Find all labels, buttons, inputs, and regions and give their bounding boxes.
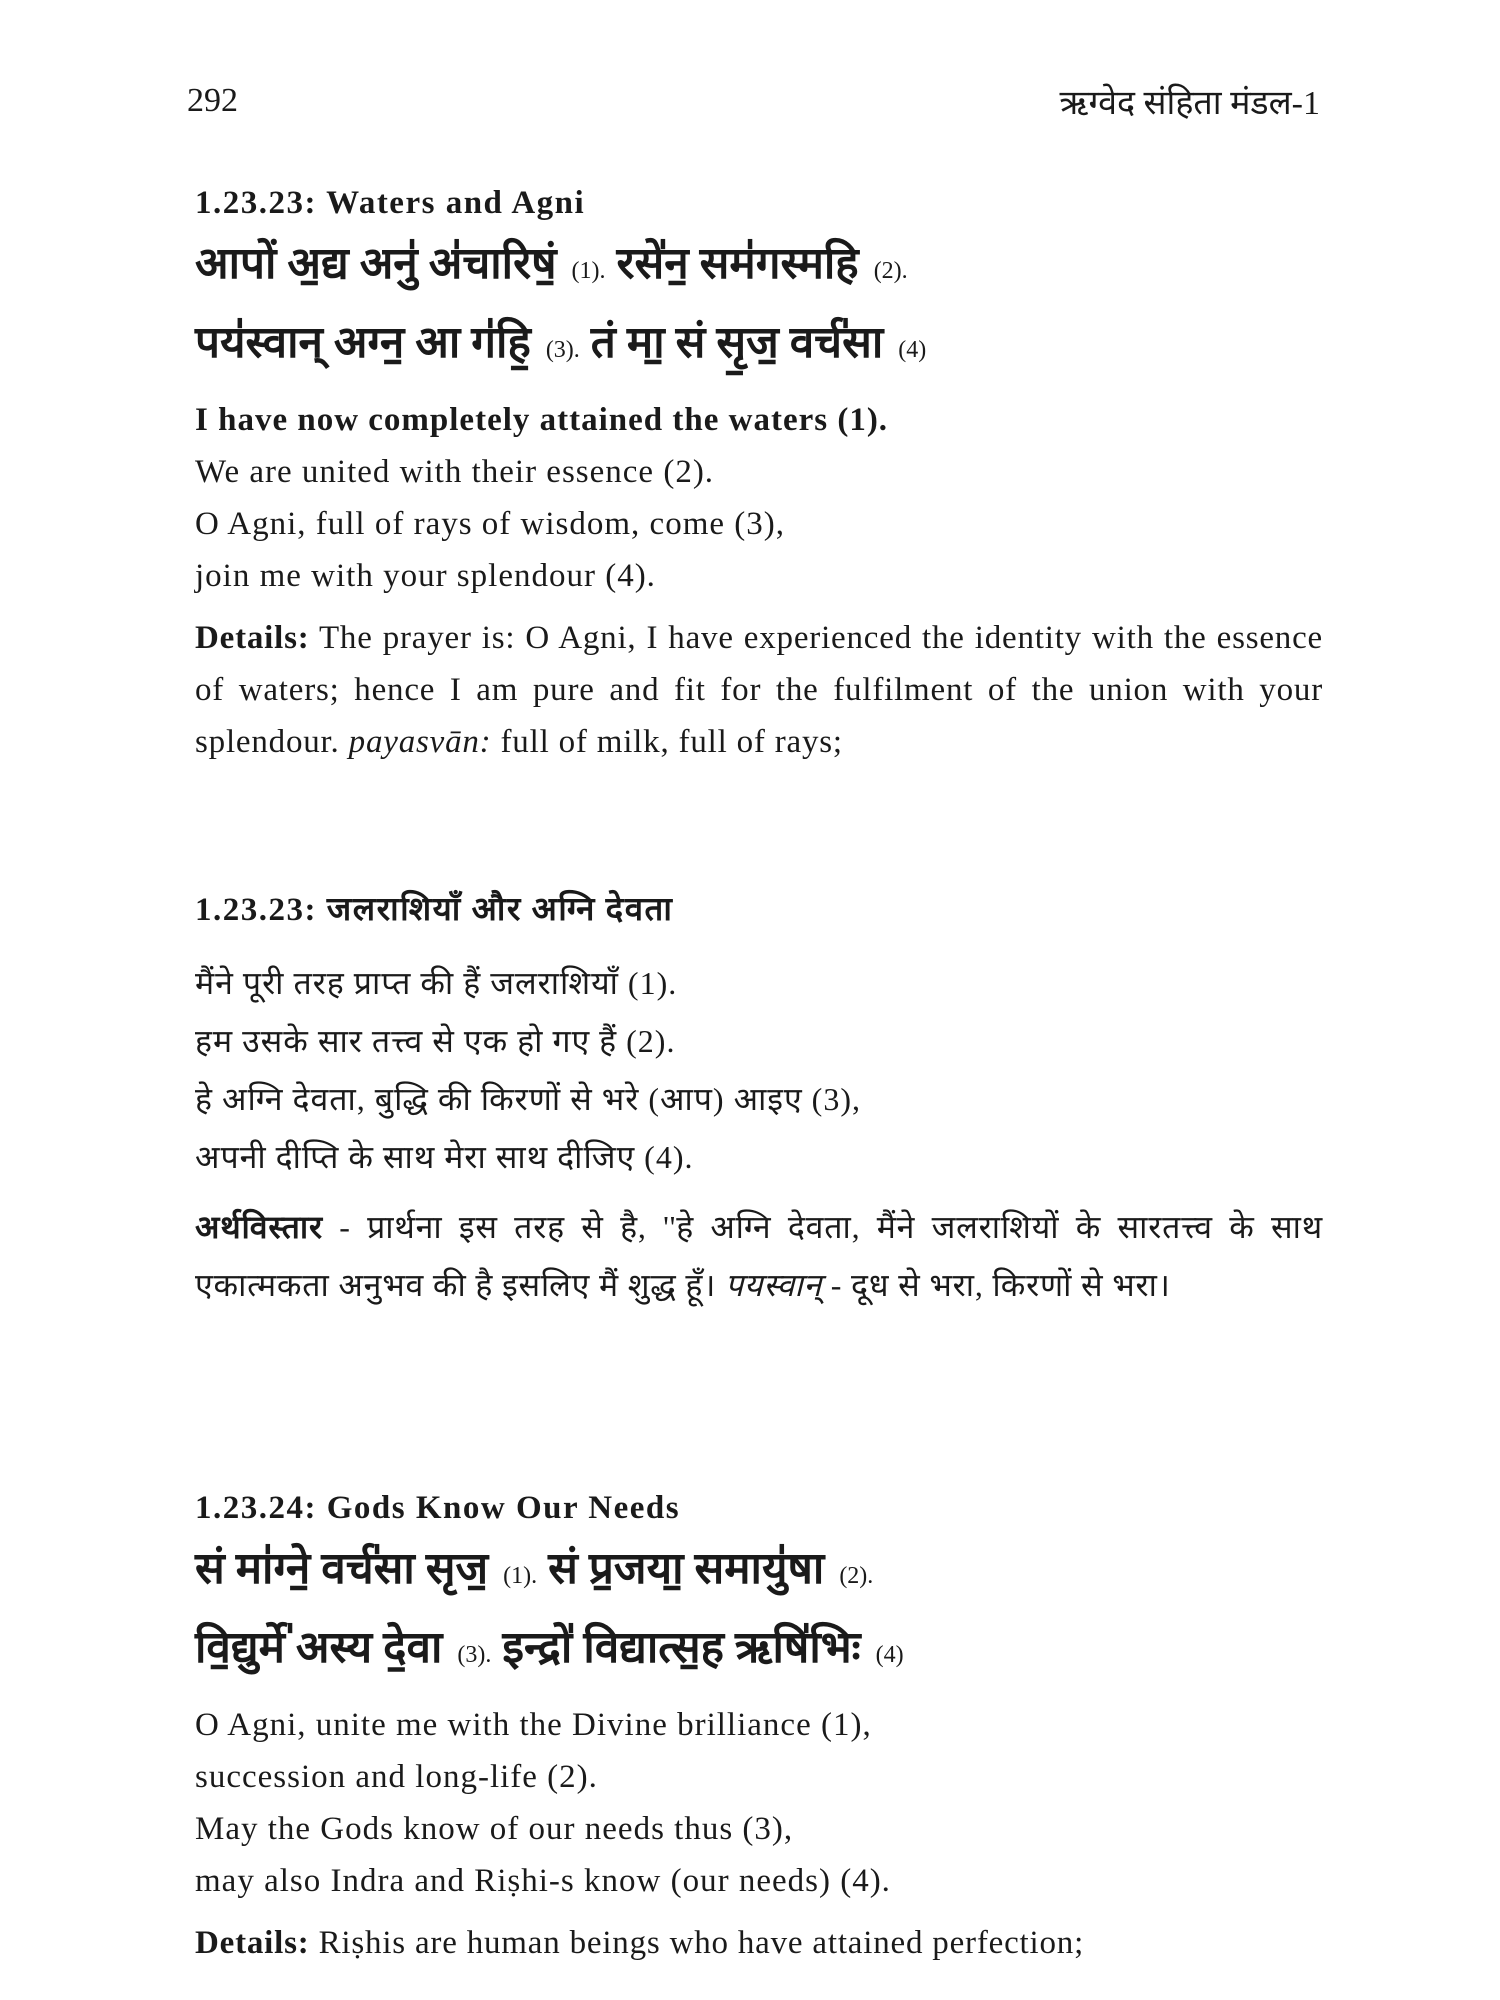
sanskrit-line-2 <box>195 1612 1323 1691</box>
hindi-line: हे अग्नि देवता, बुद्धि की किरणों से भरे (आप) आइए (3), <box>195 1081 861 1117</box>
verse-23-sanskrit <box>195 228 1323 386</box>
page-number: 292 <box>187 82 238 119</box>
translation-line: join me with your splendour (4). <box>195 558 656 594</box>
line-ref: (4) <box>898 337 927 363</box>
sanskrit-text: इन्द्रो॑ विद्यात्स॒ह ऋषि॑भिः <box>502 1623 861 1672</box>
sanskrit-text: पय॑स्वान् अग्न॒ आ ग॑हि॒ <box>195 318 531 367</box>
hindi-line: मैंने पूरी तरह प्राप्त की हैं जलराशियाँ (1). <box>195 965 678 1001</box>
verse-23-title: 1.23.23: Waters and Agni <box>195 185 586 221</box>
translation-line: may also Indra and Riṣhi-s know (our needs) (4). <box>195 1863 891 1899</box>
sanskrit-text: सं मा॑ग्ने॒ वर्च॑सा सृज॒ <box>195 1544 489 1593</box>
running-header: ऋग्वेद संहिता मंडल-1 <box>1059 85 1320 122</box>
verse-23-section <box>195 185 1323 768</box>
details-label: अर्थविस्तार <box>195 1209 323 1245</box>
verse-24-title: 1.23.24: Gods Know Our Needs <box>195 1490 681 1526</box>
verse-23-translation <box>195 394 1323 602</box>
details-text: - प्रार्थना इस तरह से है, ''हे अग्नि देवता, मैंने जलराशियों के सारतत्त्व के साथ एकात्मकता अनुभव की है इसलिए मैं शुद्ध हूँ। <box>195 1209 1323 1303</box>
sanskrit-line-1 <box>195 1533 1323 1612</box>
sanskrit-text: तं मा॒ सं सृ॒ज॒ वर्च॑सा <box>590 318 884 367</box>
sanskrit-text: रसे॑न॒ सम॑गस्महि <box>616 239 859 288</box>
line-ref: (2). <box>839 1563 874 1589</box>
details-term: पयस्वान् <box>724 1267 822 1303</box>
translation-line: succession and long-life (2). <box>195 1759 598 1795</box>
verse-24-details <box>195 1917 1323 1969</box>
verse-23-hindi-section <box>195 885 1323 1314</box>
translation-line: May the Gods know of our needs thus (3), <box>195 1811 794 1847</box>
details-label: Details: <box>195 620 310 656</box>
details-term: payasvān: <box>348 724 492 760</box>
translation-line: O Agni, unite me with the Divine brilliance (1), <box>195 1707 872 1743</box>
sanskrit-text: वि॒द्युर्मे॑ अस्य दे॒वा <box>195 1623 443 1672</box>
verse-23-details <box>195 612 1323 768</box>
verse-23-hindi-title: 1.23.23: जलराशियाँ और अग्नि देवता <box>195 892 674 928</box>
line-ref: (3). <box>457 1642 492 1668</box>
sanskrit-line-1 <box>195 228 1323 307</box>
line-ref: (3). <box>545 337 580 363</box>
details-text: The prayer is: O Agni, I have experienced the identity with the essence of waters; hence I am pure and fit for the fulfilment of the union with your splendour. <box>195 620 1323 760</box>
hindi-line: हम उसके सार तत्त्व से एक हो गए हैं (2). <box>195 1023 676 1059</box>
translation-line: We are united with their essence (2). <box>195 454 715 490</box>
line-ref: (1). <box>503 1563 538 1589</box>
translation-line: O Agni, full of rays of wisdom, come (3), <box>195 506 785 542</box>
details-label: Details: <box>195 1925 310 1961</box>
sanskrit-text: सं प्र॒जया॒ समायु॑षा <box>548 1544 825 1593</box>
details-text: - दूध से भरा, किरणों से भरा। <box>821 1267 1171 1303</box>
line-ref: (4) <box>875 1642 904 1668</box>
sanskrit-text: आपों अ॒द्य अनु॑ अ॑चारिषं॒ <box>195 239 557 288</box>
details-text: full of milk, full of rays; <box>491 724 843 760</box>
hindi-line: अपनी दीप्ति के साथ मेरा साथ दीजिए (4). <box>195 1139 694 1175</box>
sanskrit-line-2 <box>195 307 1323 386</box>
translation-line: I have now completely attained the waters (1). <box>195 402 889 438</box>
line-ref: (1). <box>571 258 606 284</box>
verse-24-translation <box>195 1699 1323 1907</box>
verse-24-section <box>195 1490 1323 1969</box>
verse-23-hindi-details <box>195 1198 1323 1314</box>
verse-24-sanskrit <box>195 1533 1323 1691</box>
details-text: Riṣhis are human beings who have attained perfection; <box>309 1925 1085 1961</box>
line-ref: (2). <box>873 258 908 284</box>
verse-23-hindi-lines <box>195 954 1323 1186</box>
